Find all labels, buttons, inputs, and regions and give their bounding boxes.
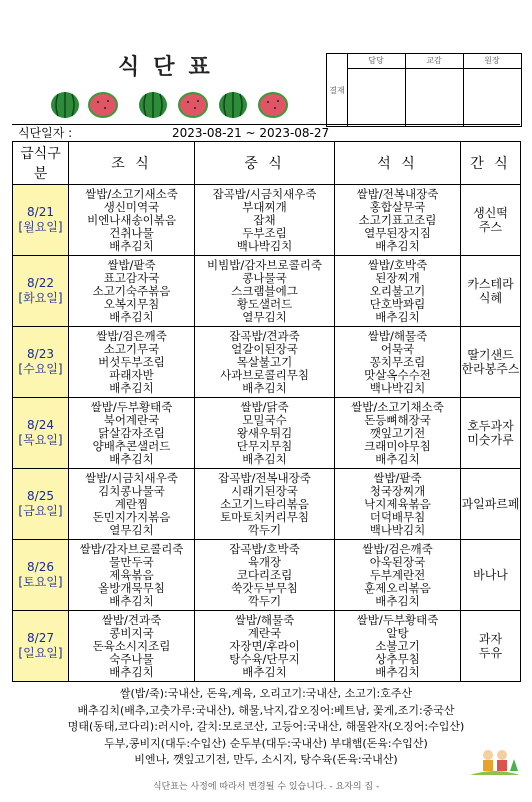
- day-date: 8/23: [27, 347, 54, 361]
- breakfast-cell: [69, 469, 195, 540]
- menu-item: 목살불고기: [236, 354, 293, 369]
- table-row: [13, 398, 521, 469]
- menu-item: 배추김치: [109, 238, 154, 253]
- lunch-cell: [195, 469, 335, 540]
- dinner-cell: [335, 540, 461, 611]
- lunch-cell: [195, 185, 335, 256]
- menu-item: 잡곡밥/호박죽: [229, 541, 300, 556]
- menu-item: 백나박김치: [236, 238, 293, 253]
- menu-item: 열무된장지짐: [364, 225, 431, 240]
- day-weekday: [수요일]: [18, 362, 63, 376]
- dinner-cell: [335, 256, 461, 327]
- breakfast-cell: [69, 611, 195, 682]
- menu-item: 꽁치무조림: [369, 354, 426, 369]
- menu-item: 쌀밥/검은깨죽: [96, 328, 167, 343]
- menu-item: 훈제오리볶음: [364, 580, 431, 595]
- menu-item: 잡곡밥/시금치새우죽: [212, 186, 317, 201]
- menu-item: 쑥갓두부무침: [231, 580, 298, 595]
- menu-item: 김치콩나물국: [98, 483, 165, 498]
- menu-item: 한라봉주스: [461, 362, 520, 376]
- menu-item: 쌀밥/팥죽: [107, 257, 156, 272]
- menu-item: 배추김치: [242, 664, 287, 679]
- dinner-cell: [335, 185, 461, 256]
- menu-item: 소불고기: [375, 638, 420, 653]
- day-weekday: [화요일]: [18, 291, 63, 305]
- watermelon-slice-icon: [178, 90, 208, 120]
- menu-item: 주스: [478, 220, 503, 234]
- menu-item: 과일파르페: [461, 497, 520, 511]
- snack-cell: [461, 256, 521, 327]
- menu-item: 배추김치: [242, 380, 287, 395]
- menu-item: 바나나: [473, 568, 508, 582]
- menu-item: 깍두기: [247, 593, 282, 608]
- watermelon-decoration: [50, 90, 320, 122]
- menu-item: 소고기표고조림: [358, 212, 437, 227]
- menu-item: 열무김치: [242, 309, 287, 324]
- origin-note: 쌀(밥/죽):국내산, 돈육,계육, 오리고기:국내산, 소고기:호주산: [119, 687, 413, 700]
- menu-item: 양배추콘샐러드: [92, 438, 171, 453]
- menu-item: 깻잎고기전: [369, 425, 426, 440]
- day-cell: [13, 469, 69, 540]
- day-weekday: [일요일]: [18, 646, 63, 660]
- watermelon-slice-icon: [258, 90, 288, 120]
- menu-item: 배추김치: [375, 238, 420, 253]
- menu-item: 북어계란국: [103, 412, 160, 427]
- menu-item: 모밀국수: [242, 412, 287, 427]
- day-date: 8/26: [27, 560, 54, 574]
- menu-item: 토마토치커리무침: [220, 509, 309, 524]
- lunch-cell: [195, 256, 335, 327]
- menu-item: 배추김치: [109, 451, 154, 466]
- menu-item: 닭살감자조림: [98, 425, 165, 440]
- menu-item: 배추김치: [375, 309, 420, 324]
- table-row: [13, 469, 521, 540]
- watermelon-icon: [138, 90, 168, 120]
- menu-item: 돈육소시지조림: [92, 638, 171, 653]
- menu-item: 숙주나물: [109, 651, 154, 666]
- menu-item: 쌀밥/소고기새소죽: [85, 186, 178, 201]
- menu-item: 맛살옥수수전: [364, 367, 431, 382]
- menu-item: 쌀밥/팥죽: [373, 470, 422, 485]
- menu-item: 쌀밥/해물죽: [367, 328, 428, 343]
- snack-cell: [461, 469, 521, 540]
- menu-item: 제육볶음: [109, 567, 154, 582]
- dinner-cell: [335, 469, 461, 540]
- meal-table: [12, 141, 521, 682]
- menu-item: 배추김치: [242, 451, 287, 466]
- menu-item: 과자: [478, 632, 503, 646]
- menu-item: 쌀밥/시금치새우죽: [85, 470, 178, 485]
- dinner-cell: [335, 398, 461, 469]
- menu-item: 홍합살무국: [369, 199, 426, 214]
- menu-item: 백나박김치: [369, 522, 426, 537]
- menu-item: 낙지제육볶음: [364, 496, 431, 511]
- snack-cell: [461, 185, 521, 256]
- menu-item: 육개장: [247, 554, 282, 569]
- menu-item: 스크램블에그: [231, 283, 298, 298]
- day-cell: [13, 540, 69, 611]
- footer-note: 식단표는 사정에 따라서 변경될 수 있습니다. - 요자의 집 -: [152, 782, 380, 792]
- menu-item: 쌀밥/두부황태죽: [356, 612, 439, 627]
- menu-item: 배추김치: [109, 593, 154, 608]
- menu-item: 파래자반: [109, 367, 154, 382]
- dinner-cell: [335, 327, 461, 398]
- menu-item: 두유: [478, 646, 503, 660]
- menu-item: 계란국: [247, 625, 282, 640]
- column-header: 중 식: [195, 142, 335, 185]
- menu-item: 시래기된장국: [231, 483, 298, 498]
- menu-item: 알탕: [386, 625, 409, 640]
- day-date: 8/25: [27, 489, 54, 503]
- menu-item: 생신미역국: [103, 199, 160, 214]
- snack-cell: [461, 327, 521, 398]
- menu-item: 부대찌개: [242, 199, 287, 214]
- menu-item: 콩나물국: [242, 270, 287, 285]
- table-row: [13, 327, 521, 398]
- table-row: [13, 540, 521, 611]
- origin-note: 배추김치(배추,고춧가루:국내산), 해물,낙지,갑오징어:베트남, 꽃게,조기:중국산: [77, 703, 455, 717]
- watermelon-icon: [50, 90, 80, 120]
- menu-item: 버섯두부조림: [98, 354, 165, 369]
- menu-item: 오복지무침: [103, 296, 160, 311]
- menu-item: 두부조림: [242, 225, 287, 240]
- menu-item: 어묵국: [380, 341, 415, 356]
- day-date: 8/27: [27, 631, 54, 645]
- menu-item: 쌀밥/감자브로콜리죽: [79, 541, 184, 556]
- menu-item: 올방개묵무침: [98, 580, 165, 595]
- table-row: [13, 256, 521, 327]
- day-weekday: [금요일]: [18, 504, 63, 518]
- watermelon-slice-icon: [88, 90, 118, 120]
- column-header: 조 식: [69, 142, 195, 185]
- menu-item: 호두과자: [467, 419, 514, 433]
- menu-item: 된장찌개: [375, 270, 420, 285]
- date-range: 2023-08-21 ~ 2023-08-27: [172, 126, 330, 140]
- menu-item: 비엔나새송이볶음: [87, 212, 176, 227]
- origin-note: 비엔나, 깻잎고기전, 만두, 소시지, 탕수육(돈육:국내산): [134, 753, 398, 766]
- approval-header: 담당: [347, 54, 405, 69]
- lunch-cell: [195, 540, 335, 611]
- menu-item: 오리불고기: [369, 283, 426, 298]
- page-title: 식단표: [118, 55, 224, 80]
- menu-item: 쌀밥/전복내장죽: [356, 186, 439, 201]
- day-cell: [13, 256, 69, 327]
- menu-item: 코다리조림: [236, 567, 293, 582]
- menu-item: 쌀밥/해물죽: [234, 612, 295, 627]
- table-row: [13, 611, 521, 682]
- menu-item: 쌀밥/닭죽: [240, 399, 289, 414]
- table-header-row: [13, 142, 521, 185]
- origin-note: 명태(동태,코다리):러시아, 갈치:모로코산, 고등어:국내산, 해물완자(오징어:수입산): [67, 720, 465, 733]
- menu-item: 황도샐러드: [236, 296, 293, 311]
- date-line: [12, 124, 520, 142]
- approval-label: 결재: [327, 54, 348, 126]
- menu-item: 단무지무침: [236, 438, 293, 453]
- column-header: 간 식: [461, 142, 521, 185]
- dinner-cell: [335, 611, 461, 682]
- origin-note: 두부,콩비지(대두:수입산) 순두부(대두:국내산) 부대햄(돈육:수입산): [104, 736, 428, 750]
- day-date: 8/22: [27, 276, 54, 290]
- menu-item: 사과브로콜리무침: [220, 367, 309, 382]
- children-illustration: [470, 745, 520, 777]
- menu-item: 쌀밥/호박죽: [367, 257, 428, 272]
- day-date: 8/21: [27, 205, 54, 219]
- menu-item: 깍두기: [247, 522, 282, 537]
- menu-item: 물만두국: [109, 554, 154, 569]
- snack-cell: [461, 398, 521, 469]
- watermelon-icon: [218, 90, 248, 120]
- menu-item: 소고기무국: [103, 341, 160, 356]
- menu-item: 돈등뼈해장국: [364, 412, 431, 427]
- menu-item: 카스테라: [467, 277, 514, 291]
- menu-item: 탕수육/단무지: [229, 651, 300, 666]
- menu-item: 배추김치: [109, 664, 154, 679]
- approval-column: [405, 54, 464, 126]
- menu-item: 돈민지가지볶음: [92, 509, 171, 524]
- lunch-cell: [195, 611, 335, 682]
- approval-box: [326, 53, 522, 127]
- snack-cell: [461, 540, 521, 611]
- lunch-cell: [195, 327, 335, 398]
- menu-item: 식혜: [478, 291, 503, 305]
- breakfast-cell: [69, 398, 195, 469]
- approval-column: [463, 54, 521, 126]
- lunch-cell: [195, 398, 335, 469]
- menu-item: 배추김치: [375, 664, 420, 679]
- menu-item: 배추김치: [109, 380, 154, 395]
- menu-item: 배추김치: [109, 309, 154, 324]
- menu-item: 열무김치: [109, 522, 154, 537]
- day-cell: [13, 611, 69, 682]
- menu-item: 왕새우튀김: [236, 425, 293, 440]
- day-weekday: [토요일]: [18, 575, 63, 589]
- date-label: 식단일자 :: [18, 126, 73, 140]
- menu-item: 생신떡: [473, 206, 508, 220]
- menu-item: 상추무침: [375, 651, 420, 666]
- breakfast-cell: [69, 327, 195, 398]
- menu-item: 잡곡밥/견과죽: [229, 328, 300, 343]
- column-header: 급식구분: [13, 142, 69, 185]
- breakfast-cell: [69, 185, 195, 256]
- menu-item: 건취나물: [109, 225, 154, 240]
- menu-item: 배추김치: [375, 593, 420, 608]
- menu-item: 미숫가루: [467, 433, 514, 447]
- menu-item: 딸기샌드: [467, 348, 514, 362]
- menu-item: 단호박꽈림: [369, 296, 426, 311]
- day-cell: [13, 398, 69, 469]
- menu-item: 아욱된장국: [369, 554, 426, 569]
- menu-item: 소고기숙주볶음: [92, 283, 171, 298]
- day-cell: [13, 327, 69, 398]
- menu-item: 배추김치: [375, 451, 420, 466]
- menu-item: 자장면/후라이: [229, 638, 300, 653]
- menu-item: 표고감자국: [103, 270, 160, 285]
- table-row: [13, 185, 521, 256]
- menu-item: 소고기느타리볶음: [220, 496, 309, 511]
- menu-item: 비빔밥/감자브로콜리죽: [207, 257, 322, 272]
- menu-item: 쌀밥/견과죽: [101, 612, 162, 627]
- approval-header: 교감: [405, 54, 463, 69]
- approval-column: [347, 54, 406, 126]
- menu-item: 쌀밥/소고기채소죽: [351, 399, 444, 414]
- menu-item: 잡채: [253, 212, 276, 227]
- breakfast-cell: [69, 540, 195, 611]
- menu-item: 쌀밥/검은깨죽: [362, 541, 433, 556]
- menu-item: 두부계란전: [369, 567, 426, 582]
- breakfast-cell: [69, 256, 195, 327]
- menu-item: 계란찜: [114, 496, 149, 511]
- menu-item: 쌀밥/두부황태죽: [90, 399, 173, 414]
- menu-item: 백나박김치: [369, 380, 426, 395]
- menu-item: 크래미야무침: [364, 438, 431, 453]
- day-weekday: [목요일]: [18, 433, 63, 447]
- menu-item: 콩비지국: [109, 625, 154, 640]
- day-date: 8/24: [27, 418, 54, 432]
- menu-item: 얼갈이된장국: [231, 341, 298, 356]
- approval-header: 원장: [463, 54, 521, 69]
- menu-item: 더덕배무침: [369, 509, 426, 524]
- snack-cell: [461, 611, 521, 682]
- day-weekday: [월요일]: [18, 220, 63, 234]
- day-cell: [13, 185, 69, 256]
- column-header: 석 식: [335, 142, 461, 185]
- origin-notes: [0, 686, 532, 769]
- menu-item: 청국장찌개: [369, 483, 426, 498]
- menu-item: 잡곡밥/전복내장죽: [218, 470, 311, 485]
